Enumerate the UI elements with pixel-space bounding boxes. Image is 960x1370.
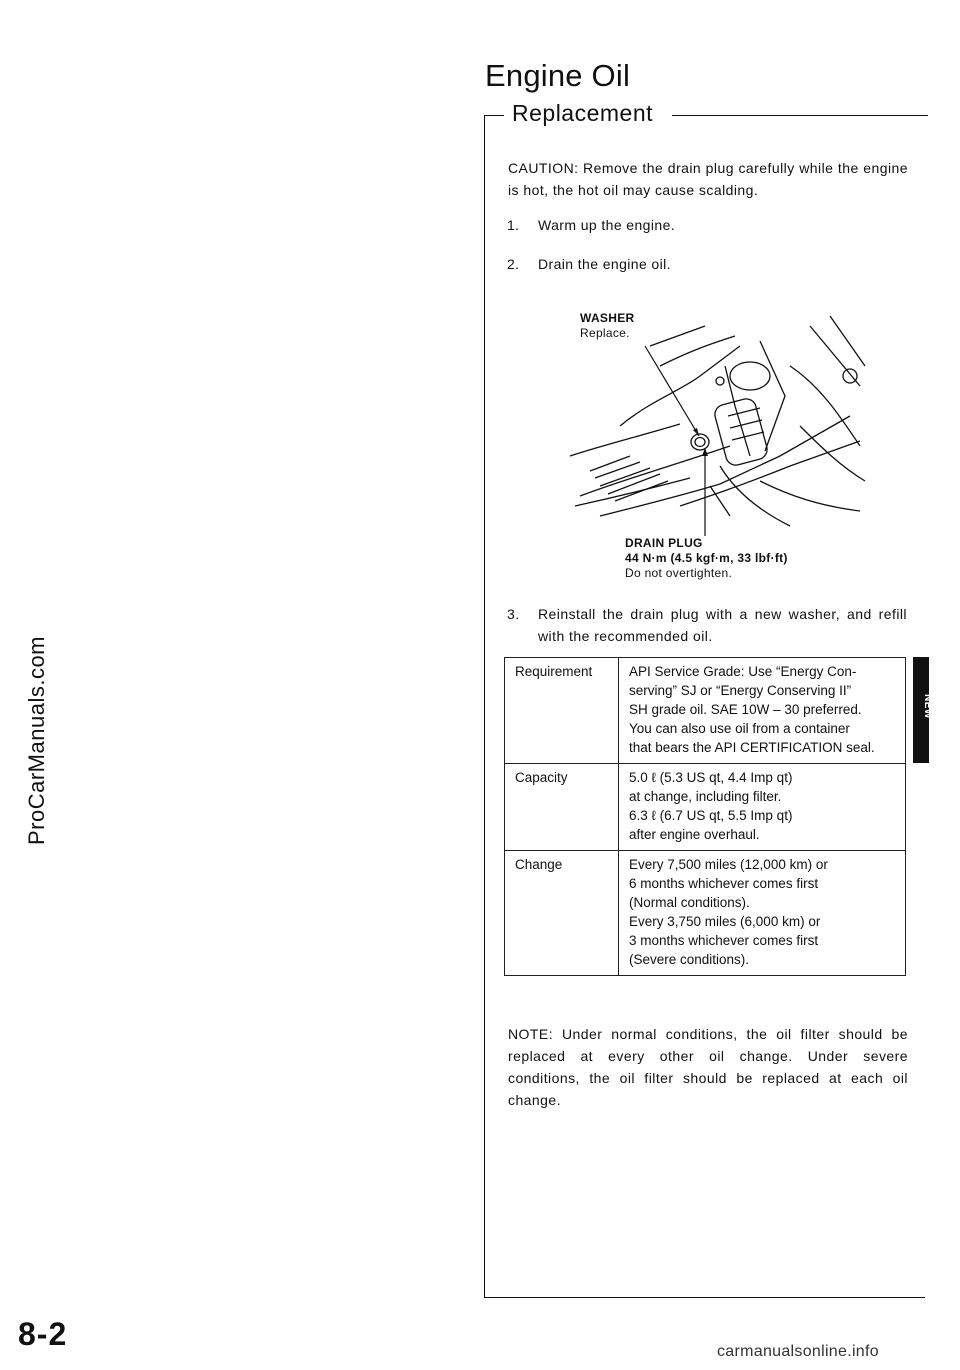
page-title: Engine Oil (485, 58, 631, 93)
footer-url: carmanualsonline.info (717, 1343, 879, 1360)
washer-note: Replace. (580, 326, 630, 340)
spec-line: Every 3,750 miles (6,000 km) or (629, 914, 821, 929)
table-row (505, 658, 906, 764)
frame-line-bottom (484, 1297, 925, 1298)
spec-line: 3 months whichever comes first (629, 933, 819, 948)
washer-label (580, 311, 634, 341)
spec-line: after engine overhaul. (629, 827, 760, 842)
oil-spec-table (504, 657, 906, 976)
drain-plug-title: DRAIN PLUG (625, 536, 703, 550)
new-section-tab (913, 657, 933, 763)
step-text: Drain the engine oil. (538, 256, 671, 272)
spec-value (619, 764, 906, 851)
step-text: Reinstall the drain plug with a new washer, and refill with the recommended oil. (538, 606, 907, 644)
caution-text: CAUTION: Remove the drain plug carefully while the engine is hot, the hot oil may cause scalding. (508, 160, 908, 198)
section-subtitle: Replacement (512, 100, 654, 126)
spec-line: (Normal conditions). (629, 895, 750, 910)
page-number: 8-2 (18, 1316, 68, 1352)
frame-line-top-left (484, 115, 504, 116)
step-2 (507, 256, 671, 272)
frame-line-top-right (672, 115, 928, 116)
drain-plug-label (625, 536, 788, 581)
spec-line: 6 months whichever comes first (629, 876, 819, 891)
spec-line: API Service Grade: Use “Energy Con- (629, 664, 857, 679)
drain-plug-note: Do not overtighten. (625, 566, 733, 580)
frame-line-left (484, 115, 485, 1298)
step-number: 3. (507, 606, 520, 622)
spec-value (619, 658, 906, 764)
note-text: NOTE: Under normal conditions, the oil filter should be replaced at every other oil change. Under severe conditions, the oil filter should be replaced at each oil change. (508, 1026, 908, 1108)
step-3 (507, 603, 907, 647)
new-tab-label: NEW (921, 694, 933, 719)
spec-line: You can also use oil from a container (629, 721, 850, 736)
spec-line: SH grade oil. SAE 10W – 30 preferred. (629, 702, 862, 717)
spec-line: at change, including filter. (629, 789, 782, 804)
spec-key: Requirement (505, 658, 619, 764)
spec-line: Every 7,500 miles (12,000 km) or (629, 857, 828, 872)
spec-key: Change (505, 851, 619, 976)
spec-line: (Severe conditions). (629, 952, 750, 967)
step-number: 2. (507, 256, 520, 272)
step-number: 1. (507, 217, 520, 233)
drain-plug-torque: 44 N·m (4.5 kgf·m, 33 lbf·ft) (625, 551, 788, 565)
spec-line: 5.0 ℓ (5.3 US qt, 4.4 Imp qt) (629, 770, 793, 785)
spec-key: Capacity (505, 764, 619, 851)
step-1 (507, 217, 675, 233)
washer-title: WASHER (580, 311, 635, 325)
table-row (505, 851, 906, 976)
watermark-text: ProCarManuals.com (24, 635, 49, 845)
spec-line: 6.3 ℓ (6.7 US qt, 5.5 Imp qt) (629, 808, 793, 823)
spec-line: that bears the API CERTIFICATION seal. (629, 740, 875, 755)
spec-line: serving” SJ or “Energy Conserving II” (629, 683, 852, 698)
table-row (505, 764, 906, 851)
spec-value (619, 851, 906, 976)
step-text: Warm up the engine. (538, 217, 676, 233)
